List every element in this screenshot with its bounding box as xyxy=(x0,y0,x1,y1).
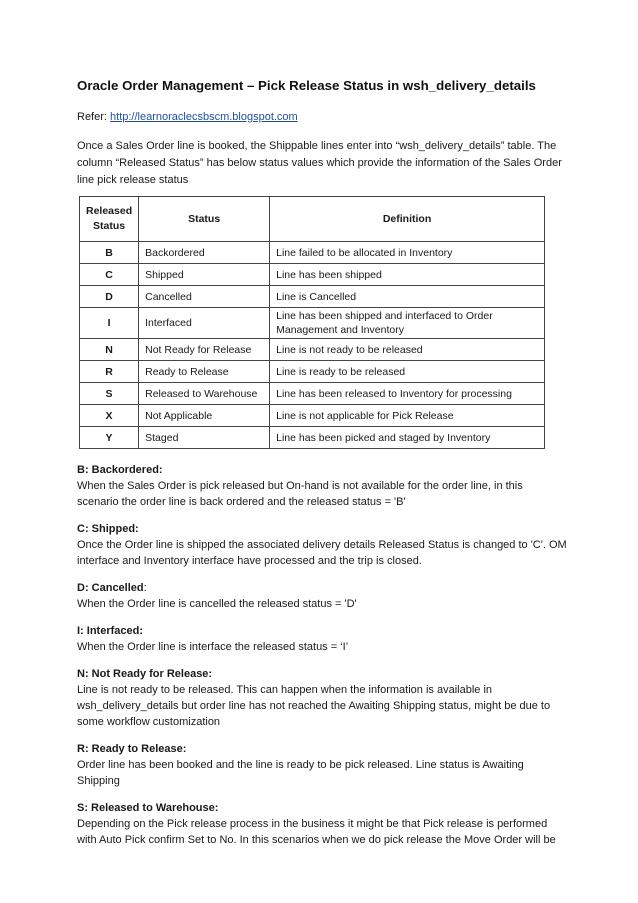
row-definition: Line has been shipped xyxy=(270,264,545,286)
section-heading: B: Backordered: xyxy=(77,464,163,476)
row-status: Ready to Release xyxy=(139,361,270,383)
table-row xyxy=(80,264,545,286)
table-row xyxy=(80,361,545,383)
row-definition: Line is not applicable for Pick Release xyxy=(270,405,545,427)
row-definition: Line is ready to be released xyxy=(270,361,545,383)
refer-line xyxy=(77,109,577,125)
row-code: X xyxy=(80,405,139,427)
section-cancelled xyxy=(77,580,567,612)
row-status: Staged xyxy=(139,427,270,449)
section-backordered xyxy=(77,462,567,510)
row-code: C xyxy=(80,264,139,286)
row-status: Not Ready for Release xyxy=(139,339,270,361)
header-definition: Definition xyxy=(270,197,545,242)
row-status: Cancelled xyxy=(139,286,270,308)
section-not-ready-for-release xyxy=(77,666,567,730)
intro-paragraph: Once a Sales Order line is booked, the Shippable lines enter into “wsh_delivery_details” table. The column “Released Status” has below status values which provide the information of the Sales Order line pick release status xyxy=(77,140,562,186)
row-code: R xyxy=(80,361,139,383)
section-body: Once the Order line is shipped the associated delivery details Released Status is changed to 'C'. OM interface and Inventory interface have processed and the trip is closed. xyxy=(77,539,567,567)
section-heading: C: Shipped: xyxy=(77,523,139,535)
section-body: Depending on the Pick release process in the business it might be that Pick release is performed with Auto Pick confirm Set to No. In this scenarios when we do pick release the Move Order will be xyxy=(77,818,556,846)
row-definition: Line is not ready to be released xyxy=(270,339,545,361)
refer-link[interactable]: http://learnoraclecsbscm.blogspot.com xyxy=(110,111,298,123)
section-body: When the Order line is cancelled the released status = 'D' xyxy=(77,598,357,610)
row-code: B xyxy=(80,242,139,264)
section-heading-suffix: : xyxy=(143,582,147,594)
table-row xyxy=(80,242,545,264)
section-heading: R: Ready to Release: xyxy=(77,743,187,755)
refer-label: Refer: xyxy=(77,111,111,123)
row-code: I xyxy=(80,308,139,339)
table-row xyxy=(80,339,545,361)
section-heading: D: Cancelled xyxy=(77,582,144,594)
row-definition: Line has been picked and staged by Inventory xyxy=(270,427,545,449)
table-row xyxy=(80,427,545,449)
section-body: Order line has been booked and the line is ready to be pick released. Line status is Awaiting Shipping xyxy=(77,759,524,787)
section-released-to-warehouse xyxy=(77,800,567,848)
row-status: Released to Warehouse xyxy=(139,383,270,405)
header-released-status: Released Status xyxy=(80,197,139,242)
section-interfaced xyxy=(77,623,567,655)
row-code: S xyxy=(80,383,139,405)
section-ready-to-release xyxy=(77,741,567,789)
row-code: Y xyxy=(80,427,139,449)
row-definition: Line has been released to Inventory for processing xyxy=(270,383,545,405)
status-explanations xyxy=(77,462,567,859)
table-row xyxy=(80,405,545,427)
header-status: Status xyxy=(139,197,270,242)
row-definition: Line is Cancelled xyxy=(270,286,545,308)
row-definition: Line failed to be allocated in Inventory xyxy=(270,242,545,264)
row-code: D xyxy=(80,286,139,308)
row-status: Shipped xyxy=(139,264,270,286)
row-status: Interfaced xyxy=(139,308,270,339)
section-body: When the Order line is interface the released status = ‘I’ xyxy=(77,641,349,653)
row-status: Backordered xyxy=(139,242,270,264)
table-row xyxy=(80,308,545,339)
row-status: Not Applicable xyxy=(139,405,270,427)
section-shipped xyxy=(77,521,567,569)
table-row xyxy=(80,383,545,405)
section-heading: N: Not Ready for Release: xyxy=(77,668,213,680)
document-title: Oracle Order Management – Pick Release Status in wsh_delivery_details xyxy=(77,78,536,93)
release-status-table xyxy=(79,196,545,449)
section-heading: I: Interfaced: xyxy=(77,625,144,637)
table-row xyxy=(80,286,545,308)
row-definition: Line has been shipped and interfaced to Order Management and Inventory xyxy=(270,308,545,339)
table-header-row xyxy=(80,197,545,242)
section-heading: S: Released to Warehouse: xyxy=(77,802,219,814)
section-body: When the Sales Order is pick released but On-hand is not available for the order line, in this scenario the order line is back ordered and the released status = 'B' xyxy=(77,480,523,508)
section-body: Line is not ready to be released. This can happen when the information is available in wsh_delivery_details but order line has not reached the Awaiting Shipping status, might be due to some workflow customization xyxy=(77,684,551,728)
row-code: N xyxy=(80,339,139,361)
